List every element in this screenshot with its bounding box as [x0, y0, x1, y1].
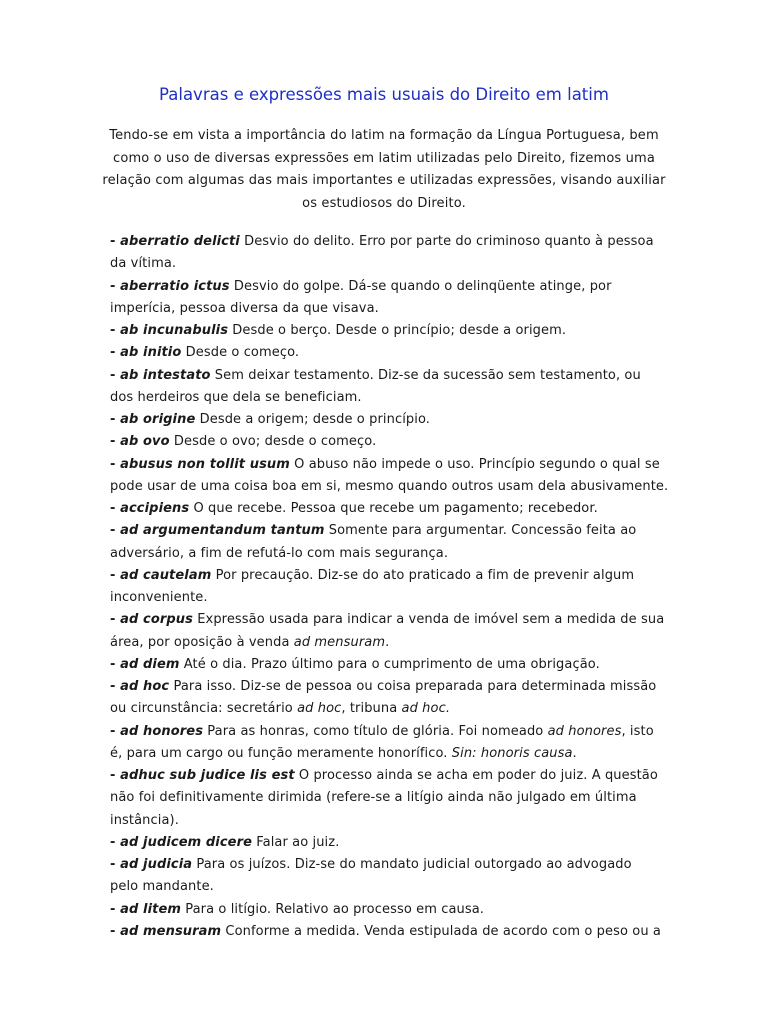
entry-line — [110, 298, 670, 320]
entry-line — [110, 454, 670, 476]
entry-line — [110, 365, 670, 387]
entry-line — [110, 609, 670, 631]
entry-definition-text: da vítima. — [110, 256, 177, 272]
glossary-list — [110, 231, 670, 943]
entry-term: ad argumentandum tantum — [120, 523, 325, 539]
glossary-entry — [110, 565, 670, 610]
glossary-entry — [110, 231, 670, 276]
entry-definition-text: Para as honras, como título de glória. Foi nomeado — [203, 723, 548, 739]
entry-definition-text: Desvio do golpe. Dá-se quando o delinqüente atinge, por — [229, 278, 612, 294]
intro-line: como o uso de diversas expressões em latim utilizadas pelo Direito, fizemos uma — [113, 150, 655, 166]
entry-definition-text: Para isso. Diz-se de pessoa ou coisa preparada para determinada missão — [169, 679, 657, 694]
glossary-entry — [110, 921, 670, 943]
entry-line — [110, 698, 670, 720]
entry-term: ad litem — [120, 901, 182, 917]
entry-definition-text: instância). — [110, 812, 179, 828]
entry-dash: - — [110, 656, 121, 672]
glossary-entry — [110, 854, 670, 899]
glossary-entry — [110, 832, 670, 854]
glossary-entry — [110, 520, 670, 565]
entry-term: ad honores — [120, 723, 204, 739]
entry-dash: - — [110, 412, 121, 427]
entry-dash: - — [110, 901, 121, 917]
entry-term: ab origine — [120, 412, 196, 427]
glossary-entry — [110, 342, 670, 364]
glossary-entry — [110, 409, 670, 431]
entry-term: ab initio — [120, 345, 182, 361]
entry-term: ab ovo — [120, 434, 170, 450]
entry-term: abusus non tollit usum — [120, 456, 290, 472]
entry-dash: - — [110, 834, 121, 850]
entry-dash: - — [110, 456, 121, 472]
entry-definition-text: pode usar de uma coisa boa em si, mesmo quando outros usam dela abusivamente. — [110, 478, 669, 494]
entry-italic-text: ad mensuram — [293, 634, 386, 650]
entry-dash: - — [110, 923, 121, 939]
entry-definition-text: pelo mandante. — [110, 879, 214, 895]
entry-definition-text: Desde o começo. — [181, 345, 300, 361]
glossary-entry — [110, 498, 670, 520]
entry-definition-text: não foi definitivamente dirimida (refere-se a litígio ainda não julgado em última — [110, 790, 637, 806]
entry-line — [110, 810, 670, 832]
entry-dash: - — [110, 345, 121, 361]
entry-definition-text: Sem deixar testamento. Diz-se da sucessão sem testamento, ou — [210, 367, 641, 383]
intro-paragraph — [100, 125, 668, 215]
entry-definition-text: . — [572, 745, 577, 761]
entry-dash: - — [110, 567, 121, 583]
entry-line — [110, 743, 670, 765]
entry-definition-text: Desde o berço. Desde o princípio; desde a origem. — [228, 323, 567, 338]
entry-line — [110, 876, 670, 898]
entry-definition-text: Para os juízos. Diz-se do mandato judicial outorgado ao advogado — [192, 857, 632, 872]
entry-italic-text: Sin: honoris causa — [451, 745, 573, 761]
entry-line — [110, 854, 670, 876]
entry-definition-text: O processo ainda se acha em poder do juiz. A questão — [294, 768, 658, 783]
entry-definition-text: Falar ao juiz. — [252, 834, 340, 850]
entry-line — [110, 899, 670, 921]
entry-italic-text: ad hoc. — [401, 701, 451, 717]
entry-dash: - — [110, 434, 121, 450]
glossary-entry — [110, 676, 670, 721]
entry-definition-text: Desde a origem; desde o princípio. — [195, 412, 431, 427]
entry-term: ad cautelam — [120, 567, 212, 583]
entry-definition-text: , tribuna — [341, 701, 402, 717]
entry-line — [110, 431, 670, 453]
entry-line — [110, 565, 670, 587]
entry-definition-text: ou circunstância: secretário — [110, 701, 298, 717]
glossary-entry — [110, 765, 670, 832]
entry-term: accipiens — [120, 501, 190, 516]
entry-dash: - — [110, 857, 121, 872]
entry-definition-text: . — [385, 634, 390, 650]
entry-definition-text: imperícia, pessoa diversa da que visava. — [110, 300, 379, 316]
entry-definition-text: inconveniente. — [110, 590, 208, 605]
entry-definition-text: área, por oposição à venda — [110, 634, 294, 650]
glossary-entry — [110, 276, 670, 321]
entry-line — [110, 543, 670, 565]
entry-dash: - — [110, 723, 121, 739]
entry-dash: - — [110, 501, 121, 516]
entry-term: adhuc sub judice lis est — [120, 768, 295, 783]
glossary-entry — [110, 431, 670, 453]
entry-term: ad mensuram — [120, 923, 222, 939]
entry-term: ab intestato — [120, 367, 211, 383]
entry-line — [110, 276, 670, 298]
intro-line: relação com algumas das mais importantes e utilizadas expressões, visando auxiliar — [102, 173, 666, 188]
entry-term: ad corpus — [120, 612, 193, 628]
glossary-entry — [110, 454, 670, 499]
entry-definition-text: , isto — [621, 723, 654, 739]
entry-italic-text: ad honores — [547, 723, 622, 739]
entry-definition-text: Até o dia. Prazo último para o cumprimento de uma obrigação. — [179, 656, 600, 672]
entry-definition-text: O abuso não impede o uso. Princípio segundo o qual se — [289, 456, 660, 472]
entry-line — [110, 498, 670, 520]
entry-line — [110, 765, 670, 787]
entry-line — [110, 654, 670, 676]
entry-line — [110, 676, 670, 698]
document-title: Palavras e expressões mais usuais do Direito em latim — [159, 85, 609, 104]
glossary-entry — [110, 609, 670, 654]
entry-line — [110, 387, 670, 409]
entry-line — [110, 253, 670, 275]
entry-line — [110, 476, 670, 498]
entry-dash: - — [110, 768, 121, 783]
entry-line — [110, 342, 670, 364]
entry-line — [110, 231, 670, 253]
glossary-entry — [110, 721, 670, 766]
entry-line — [110, 587, 670, 609]
entry-definition-text: Expressão usada para indicar a venda de imóvel sem a medida de sua — [192, 612, 665, 628]
entry-line — [110, 787, 670, 809]
glossary-entry — [110, 654, 670, 676]
glossary-entry — [110, 320, 670, 342]
entry-line — [110, 921, 670, 943]
entry-definition-text: Desvio do delito. Erro por parte do criminoso quanto à pessoa — [239, 234, 654, 249]
entry-dash: - — [110, 278, 121, 294]
entry-definition-text: O que recebe. Pessoa que recebe um pagamento; recebedor. — [189, 501, 598, 516]
entry-definition-text: Por precaução. Diz-se do ato praticado a fim de prevenir algum — [211, 567, 635, 583]
glossary-entry — [110, 899, 670, 921]
entry-term: aberratio ictus — [120, 278, 230, 294]
entry-italic-text: ad hoc — [297, 701, 342, 717]
entry-line — [110, 520, 670, 542]
entry-dash: - — [110, 523, 121, 539]
glossary-entry — [110, 365, 670, 410]
entry-line — [110, 632, 670, 654]
entry-term: ab incunabulis — [120, 323, 229, 338]
entry-term: ad diem — [120, 656, 180, 672]
entry-dash: - — [110, 323, 121, 338]
entry-term: aberratio delicti — [120, 234, 240, 249]
entry-definition-text: Somente para argumentar. Concessão feita ao — [324, 523, 637, 539]
entry-definition-text: Conforme a medida. Venda estipulada de acordo com o peso ou a — [221, 923, 661, 939]
entry-dash: - — [110, 234, 121, 249]
entry-line — [110, 409, 670, 431]
entry-term: ad hoc — [120, 679, 170, 694]
intro-line: os estudiosos do Direito. — [302, 195, 466, 211]
entry-definition-text: adversário, a fim de refutá-lo com mais segurança. — [110, 545, 449, 561]
entry-dash: - — [110, 367, 121, 383]
entry-definition-text: Para o litígio. Relativo ao processo em causa. — [181, 901, 485, 917]
entry-term: ad judicia — [120, 857, 193, 872]
entry-dash: - — [110, 679, 121, 694]
entry-definition-text: Desde o ovo; desde o começo. — [169, 434, 377, 450]
entry-line — [110, 832, 670, 854]
intro-line: Tendo-se em vista a importância do latim na formação da Língua Portuguesa, bem — [109, 128, 659, 143]
entry-line — [110, 721, 670, 743]
entry-definition-text: dos herdeiros que dela se beneficiam. — [110, 389, 362, 405]
entry-definition-text: é, para um cargo ou função meramente honorífico. — [110, 745, 452, 761]
entry-term: ad judicem dicere — [120, 834, 253, 850]
entry-line — [110, 320, 670, 342]
entry-dash: - — [110, 612, 121, 628]
